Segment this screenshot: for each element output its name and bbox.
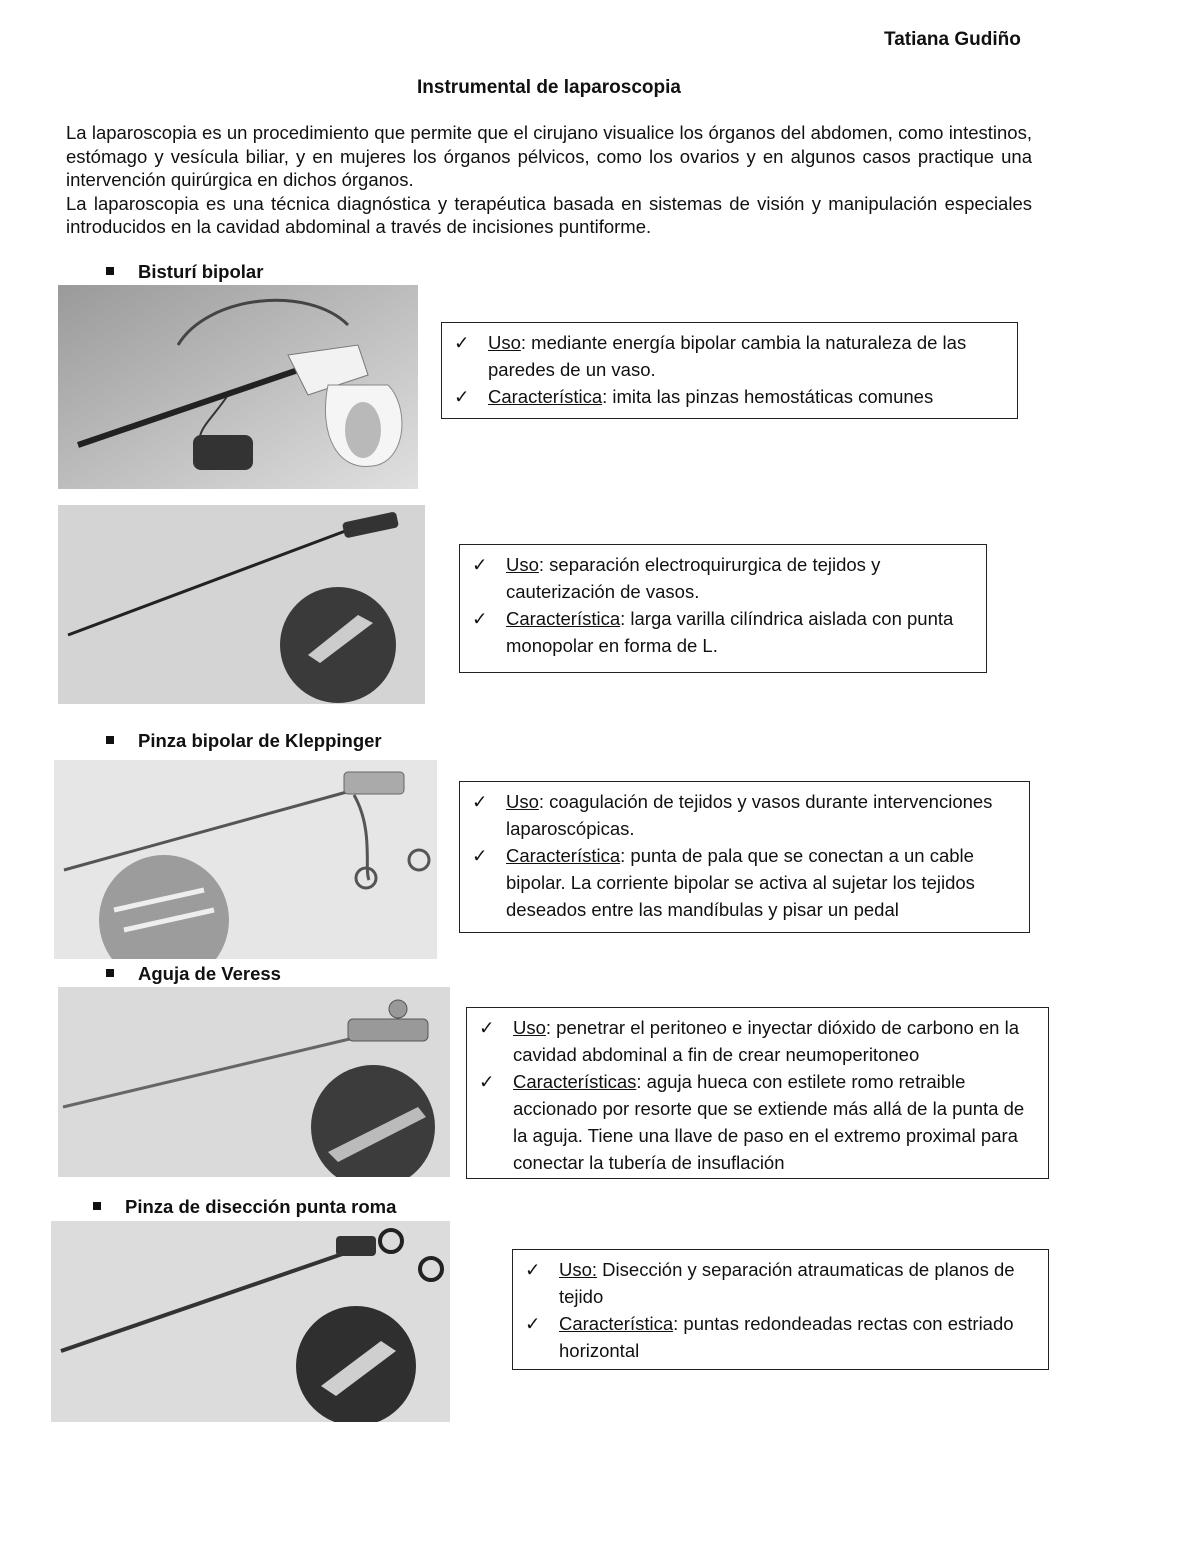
check-icon: ✓ [525,1313,541,1334]
veress-info-box [466,1007,1049,1179]
info-item-caracteristica: ✓ Característica: imita las pinzas hemostáticas comunes [454,383,1005,410]
section-heading-bisturi: Bisturí bipolar [106,261,263,283]
intro-text [66,121,1032,239]
bisturi-bipolar-photo [58,285,418,489]
check-icon: ✓ [472,608,488,629]
info-item-caracteristica: ✓ Característica: puntas redondeadas rectas con estriado horizontal [525,1310,1036,1364]
check-icon: ✓ [454,386,470,407]
bullet-icon [106,969,114,977]
author-name: Tatiana Gudiño [884,29,1021,50]
intro-paragraph-1: La laparoscopia es un procedimiento que permite que el cirujano visualice los órganos del abdomen, como intestinos, estómago y vesícula biliar, y en mujeres los órganos pélvicos, como los ovarios y en algunos casos practique una intervención quirúrgica en dichos órganos. [66,122,1032,190]
section-heading-diseccion: Pinza de disección punta roma [93,1196,396,1218]
info-item-caracteristica: ✓ Característica: punta de pala que se conectan a un cable bipolar. La corriente bipolar se activa al sujetar los tejidos deseados entre las mandíbulas y pisar un pedal [472,842,1017,923]
info-item-uso: ✓ Uso: Disección y separación atraumaticas de planos de tejido [525,1256,1036,1310]
info-item-uso: ✓ Uso: mediante energía bipolar cambia la naturaleza de las paredes de un vaso. [454,329,1005,383]
kleppinger-info-box [459,781,1030,933]
section-heading-kleppinger: Pinza bipolar de Kleppinger [106,730,382,752]
info-item-uso: ✓ Uso: coagulación de tejidos y vasos durante intervenciones laparoscópicas. [472,788,1017,842]
bullet-icon [93,1202,101,1210]
check-icon: ✓ [479,1071,495,1092]
check-icon: ✓ [479,1017,495,1038]
check-icon: ✓ [454,332,470,353]
aguja-veress-photo [58,987,450,1177]
info-item-uso: ✓ Uso: penetrar el peritoneo e inyectar dióxido de carbono en la cavidad abdominal a fin de crear neumoperitoneo [479,1014,1036,1068]
check-icon: ✓ [525,1259,541,1280]
varilla-info-box [459,544,987,673]
diseccion-info-box [512,1249,1049,1370]
check-icon: ✓ [472,791,488,812]
check-icon: ✓ [472,845,488,866]
pinza-diseccion-photo [51,1221,450,1422]
bullet-icon [106,267,114,275]
bisturi-info-box [441,322,1018,419]
info-item-caracteristicas: ✓ Características: aguja hueca con estilete romo retraible accionado por resorte que se extiende más allá de la punta de la aguja. Tiene una llave de paso en el extremo proximal para conectar la tubería de insuflación [479,1068,1036,1176]
check-icon: ✓ [472,554,488,575]
info-item-caracteristica: ✓ Característica: larga varilla cilíndrica aislada con punta monopolar en forma de L. [472,605,974,659]
info-item-uso: ✓ Uso: separación electroquirurgica de tejidos y cauterización de vasos. [472,551,974,605]
intro-paragraph-2: La laparoscopia es una técnica diagnóstica y terapéutica basada en sistemas de visión y manipulación especiales introducidos en la cavidad abdominal a través de incisiones puntiforme. [66,192,1032,237]
bullet-icon [106,736,114,744]
varilla-monopolar-photo [58,505,425,704]
page-title: Instrumental de laparoscopia [417,77,681,98]
kleppinger-photo [54,760,437,959]
section-heading-veress: Aguja de Veress [106,963,281,985]
